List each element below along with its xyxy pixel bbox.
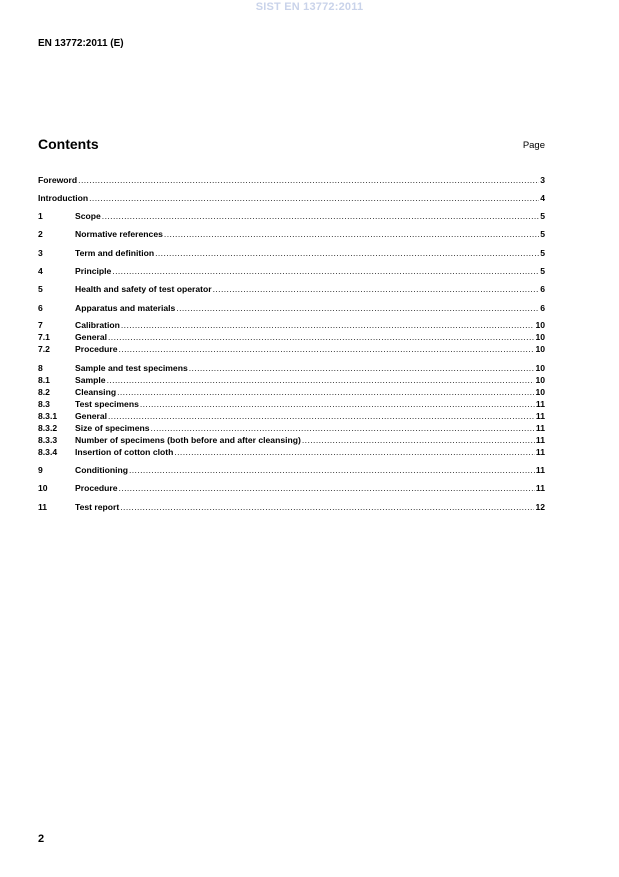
- toc-entry-calibration-general[interactable]: [38, 332, 545, 343]
- toc-entry-sample-and-test-specimens[interactable]: [38, 363, 545, 374]
- toc-dot-leader: [174, 447, 535, 458]
- page-column-label: Page: [522, 140, 545, 151]
- toc-entry-title: Term and definition: [75, 248, 155, 258]
- toc-entry-number: 10: [38, 483, 48, 493]
- toc-entry-title: Foreword: [38, 175, 78, 185]
- toc-entry-title: Conditioning: [75, 465, 128, 475]
- toc-entry-page: 4: [540, 193, 545, 203]
- toc-entry-number: 9: [38, 465, 43, 475]
- toc-dot-leader: [189, 363, 535, 374]
- toc-entry-number: 6: [38, 303, 43, 313]
- toc-entry-health-and-safety[interactable]: [38, 284, 545, 295]
- toc-entry-number: 4: [38, 266, 43, 276]
- toc-entry-page: 5: [540, 229, 545, 239]
- toc-entry-number: 7.1: [38, 332, 50, 342]
- watermark-text: SIST EN 13772:2011: [255, 1, 364, 13]
- toc-entry-test-specimens[interactable]: [38, 399, 545, 410]
- toc-entry-cleansing[interactable]: [38, 387, 545, 398]
- toc-entry-title: Insertion of cotton cloth: [75, 447, 174, 457]
- toc-entry-number: 7.2: [38, 344, 50, 354]
- toc-entry-page: 11: [535, 483, 545, 493]
- toc-entry-page: 5: [540, 211, 545, 221]
- toc-entry-page: 3: [540, 175, 545, 185]
- toc-entry-page: 11: [535, 399, 545, 409]
- toc-entry-title: General: [75, 411, 108, 421]
- toc-entry-insertion-of-cotton-cloth[interactable]: [38, 447, 545, 458]
- toc-entry-calibration[interactable]: [38, 320, 545, 331]
- toc-entry-number: 8.2: [38, 387, 50, 397]
- toc-entry-apparatus-and-materials[interactable]: [38, 303, 545, 314]
- document-id-header: EN 13772:2011 (E): [38, 38, 124, 49]
- toc-entry-number: 8.3.3: [38, 435, 58, 445]
- toc-dot-leader: [108, 411, 535, 422]
- toc-entry-foreword[interactable]: [38, 175, 545, 186]
- toc-entry-title: Principle: [75, 266, 112, 276]
- toc-entry-page: 5: [540, 248, 545, 258]
- toc-entry-page: 10: [535, 363, 545, 373]
- toc-entry-number: 8.1: [38, 375, 50, 385]
- toc-entry-normative-references[interactable]: [38, 229, 545, 240]
- toc-entry-title: Test report: [75, 502, 120, 512]
- toc-entry-procedure[interactable]: [38, 483, 545, 494]
- toc-entry-title: Cleansing: [75, 387, 117, 397]
- toc-entry-title: Test specimens: [75, 399, 139, 409]
- toc-dot-leader: [119, 344, 535, 355]
- toc-entry-number: 1: [38, 211, 43, 221]
- toc-entry-title: Procedure: [75, 344, 118, 354]
- toc-entry-page: 11: [535, 447, 545, 457]
- toc-entry-number: 5: [38, 284, 43, 294]
- toc-entry-page: 10: [535, 344, 545, 354]
- toc-entry-number-of-specimens[interactable]: [38, 435, 545, 446]
- toc-entry-title: Sample and test specimens: [75, 363, 188, 373]
- toc-dot-leader: [121, 320, 535, 331]
- toc-entry-introduction[interactable]: [38, 193, 545, 204]
- toc-entry-number: 3: [38, 248, 43, 258]
- toc-entry-term-and-definition[interactable]: [38, 248, 545, 259]
- toc-dot-leader: [108, 332, 534, 343]
- toc-entry-title: Apparatus and materials: [75, 303, 176, 313]
- toc-dot-leader: [117, 387, 534, 398]
- toc-dot-leader: [140, 399, 535, 410]
- toc-entry-title: Sample: [75, 375, 106, 385]
- toc-entry-page: 10: [535, 320, 545, 330]
- toc-dot-leader: [176, 303, 539, 314]
- toc-dot-leader: [129, 465, 535, 476]
- toc-entry-size-of-specimens[interactable]: [38, 423, 545, 434]
- toc-entry-title: Calibration: [75, 320, 120, 330]
- toc-entry-page: 11: [535, 423, 545, 433]
- toc-entry-test-report[interactable]: [38, 502, 545, 513]
- toc-entry-title: Scope: [75, 211, 101, 221]
- toc-entry-number: 8.3.4: [38, 447, 58, 457]
- toc-entry-page: 5: [540, 266, 545, 276]
- toc-entry-title: Procedure: [75, 483, 118, 493]
- toc-entry-page: 6: [540, 284, 545, 294]
- toc-entry-number: 11: [38, 502, 48, 512]
- toc-dot-leader: [78, 175, 539, 186]
- toc-entry-page: 11: [535, 465, 545, 475]
- page-number: 2: [38, 833, 45, 845]
- toc-entry-title: General: [75, 332, 108, 342]
- toc-dot-leader: [102, 211, 539, 222]
- toc-dot-leader: [120, 502, 534, 513]
- toc-entry-title: Health and safety of test operator: [75, 284, 212, 294]
- toc-entry-title: Introduction: [38, 193, 89, 203]
- toc-entry-calibration-procedure[interactable]: [38, 344, 545, 355]
- toc-entry-test-specimens-general[interactable]: [38, 411, 545, 422]
- toc-dot-leader: [302, 435, 535, 446]
- toc-entry-page: 10: [535, 375, 545, 385]
- toc-entry-number: 7: [38, 320, 43, 330]
- toc-entry-number: 8.3.1: [38, 411, 58, 421]
- toc-entry-page: 11: [535, 435, 545, 445]
- toc-entry-number: 8: [38, 363, 43, 373]
- toc-dot-leader: [112, 266, 539, 277]
- toc-entry-number: 8.3.2: [38, 423, 58, 433]
- toc-entry-conditioning[interactable]: [38, 465, 545, 476]
- toc-entry-sample[interactable]: [38, 375, 545, 386]
- toc-entry-page: 12: [535, 502, 545, 512]
- toc-entry-title: Size of specimens: [75, 423, 150, 433]
- toc-entry-page: 10: [535, 332, 545, 342]
- toc-entry-page: 6: [540, 303, 545, 313]
- toc-entry-page: 10: [535, 387, 545, 397]
- toc-entry-number: 2: [38, 229, 43, 239]
- toc-dot-leader: [151, 423, 535, 434]
- toc-dot-leader: [213, 284, 540, 295]
- toc-dot-leader: [89, 193, 539, 204]
- toc-entry-title: Number of specimens (both before and after cleansing): [75, 435, 301, 445]
- toc-dot-leader: [107, 375, 535, 386]
- toc-entry-scope[interactable]: [38, 211, 545, 222]
- toc-dot-leader: [119, 483, 535, 494]
- toc-entry-principle[interactable]: [38, 266, 545, 277]
- toc-entry-title: Normative references: [75, 229, 163, 239]
- toc-dot-leader: [155, 248, 539, 259]
- toc-dot-leader: [164, 229, 539, 240]
- toc-entry-page: 11: [535, 411, 545, 421]
- toc-entry-number: 8.3: [38, 399, 50, 409]
- contents-heading: Contents: [38, 136, 99, 152]
